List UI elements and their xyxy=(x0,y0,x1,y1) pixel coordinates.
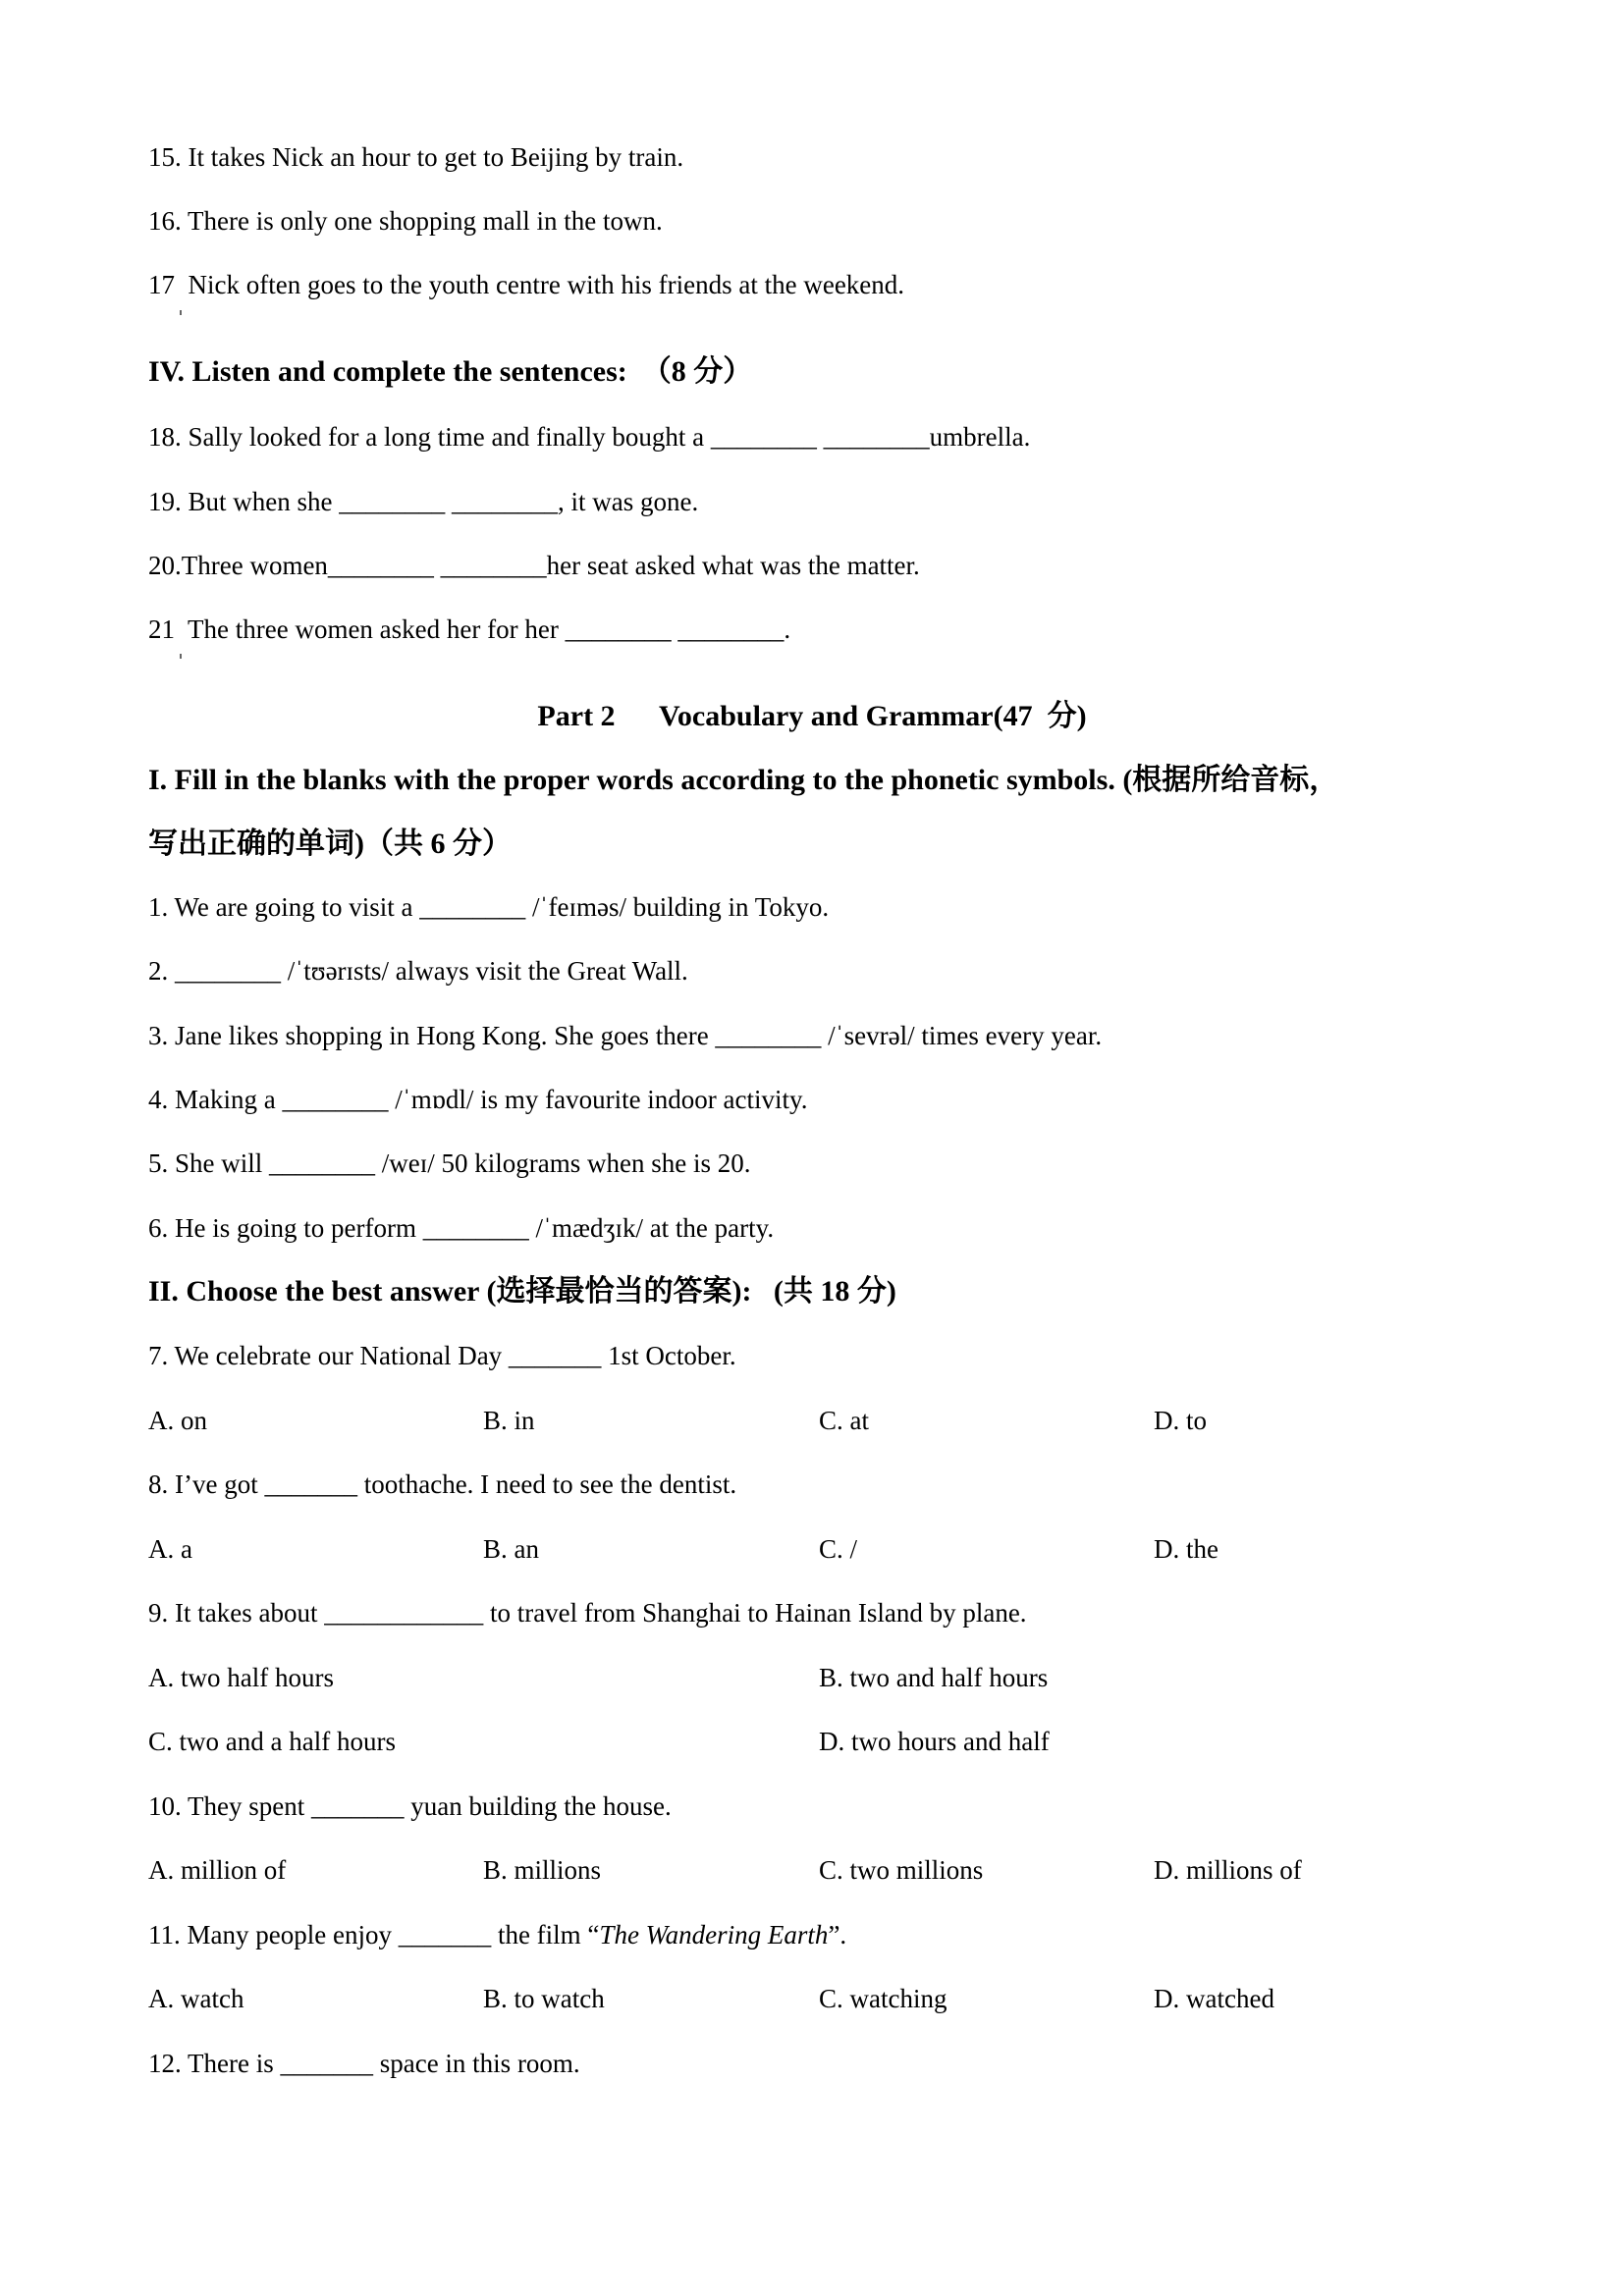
option-b: B. two and half hours xyxy=(819,1663,1049,1692)
section-ii-heading: II. Choose the best answer (选择最恰当的答案): (共 18 分) xyxy=(148,1275,896,1308)
option-b: B. an xyxy=(483,1534,539,1564)
vocab-question-6: 6. He is going to perform ________ /ˈmædʒɪk/ at the party. xyxy=(148,1213,775,1243)
scan-mark xyxy=(180,654,182,659)
option-c: C. two and a half hours xyxy=(148,1727,396,1756)
question-21: 21 The three women asked her for her ________ ________. xyxy=(148,614,791,644)
question-10: 10. They spent _______ yuan building the house. xyxy=(148,1791,672,1821)
option-d: D. millions of xyxy=(1154,1855,1302,1885)
vocab-question-2: 2. ________ /ˈtʊərɪsts/ always visit the Great Wall. xyxy=(148,956,688,986)
option-a: A. on xyxy=(148,1406,207,1435)
option-d: D. the xyxy=(1154,1534,1218,1564)
option-b: B. millions xyxy=(483,1855,602,1885)
option-d: D. two hours and half xyxy=(819,1727,1050,1756)
section-iv-heading: IV. Listen and complete the sentences: （8 分） xyxy=(148,355,753,388)
film-title: The Wandering Earth xyxy=(599,1920,829,1949)
option-c: C. / xyxy=(819,1534,858,1564)
question-18: 18. Sally looked for a long time and finally bought a ________ ________umbrella. xyxy=(148,422,1031,452)
question-7: 7. We celebrate our National Day _______ 1st October. xyxy=(148,1341,736,1370)
scan-mark xyxy=(180,310,182,315)
option-b: B. to watch xyxy=(483,1984,605,2013)
section-i-heading-line2: 写出正确的单词)（共 6 分） xyxy=(148,828,512,860)
question-8: 8. I’ve got _______ toothache. I need to see the dentist. xyxy=(148,1469,737,1499)
question-20: 20.Three women________ ________her seat asked what was the matter. xyxy=(148,551,920,580)
vocab-question-4: 4. Making a ________ /ˈmɒdl/ is my favourite indoor activity. xyxy=(148,1085,808,1114)
question-17: 17 Nick often goes to the youth centre with his friends at the weekend. xyxy=(148,270,905,299)
vocab-question-5: 5. She will ________ /weɪ/ 50 kilograms when she is 20. xyxy=(148,1148,751,1178)
question-12: 12. There is _______ space in this room. xyxy=(148,2049,580,2078)
question-16: 16. There is only one shopping mall in the town. xyxy=(148,206,663,236)
option-c: C. watching xyxy=(819,1984,947,2013)
question-9: 9. It takes about ____________ to travel from Shanghai to Hainan Island by plane. xyxy=(148,1598,1027,1628)
option-b: B. in xyxy=(483,1406,535,1435)
question-15: 15. It takes Nick an hour to get to Beijing by train. xyxy=(148,142,684,172)
option-a: A. watch xyxy=(148,1984,244,2013)
part-2-title: Part 2 Vocabulary and Grammar(47 分) xyxy=(537,700,1087,732)
question-19: 19. But when she ________ ________, it was gone. xyxy=(148,487,699,516)
option-c: C. at xyxy=(819,1406,869,1435)
question-11 xyxy=(148,1918,846,1951)
section-i-heading-line1: I. Fill in the blanks with the proper words according to the phonetic symbols. (根据所给音标， xyxy=(148,764,1339,796)
vocab-question-3: 3. Jane likes shopping in Hong Kong. She goes there ________ /ˈsevrəl/ times every year. xyxy=(148,1021,1103,1050)
option-d: D. to xyxy=(1154,1406,1207,1435)
option-a: A. a xyxy=(148,1534,192,1564)
question-11-close-quote: ”. xyxy=(828,1920,847,1949)
option-a: A. million of xyxy=(148,1855,287,1885)
option-d: D. watched xyxy=(1154,1984,1274,2013)
vocab-question-1: 1. We are going to visit a ________ /ˈfeɪməs/ building in Tokyo. xyxy=(148,892,830,922)
option-a: A. two half hours xyxy=(148,1663,334,1692)
option-c: C. two millions xyxy=(819,1855,984,1885)
question-11-stem: 11. Many people enjoy _______ the film “ xyxy=(148,1920,600,1949)
